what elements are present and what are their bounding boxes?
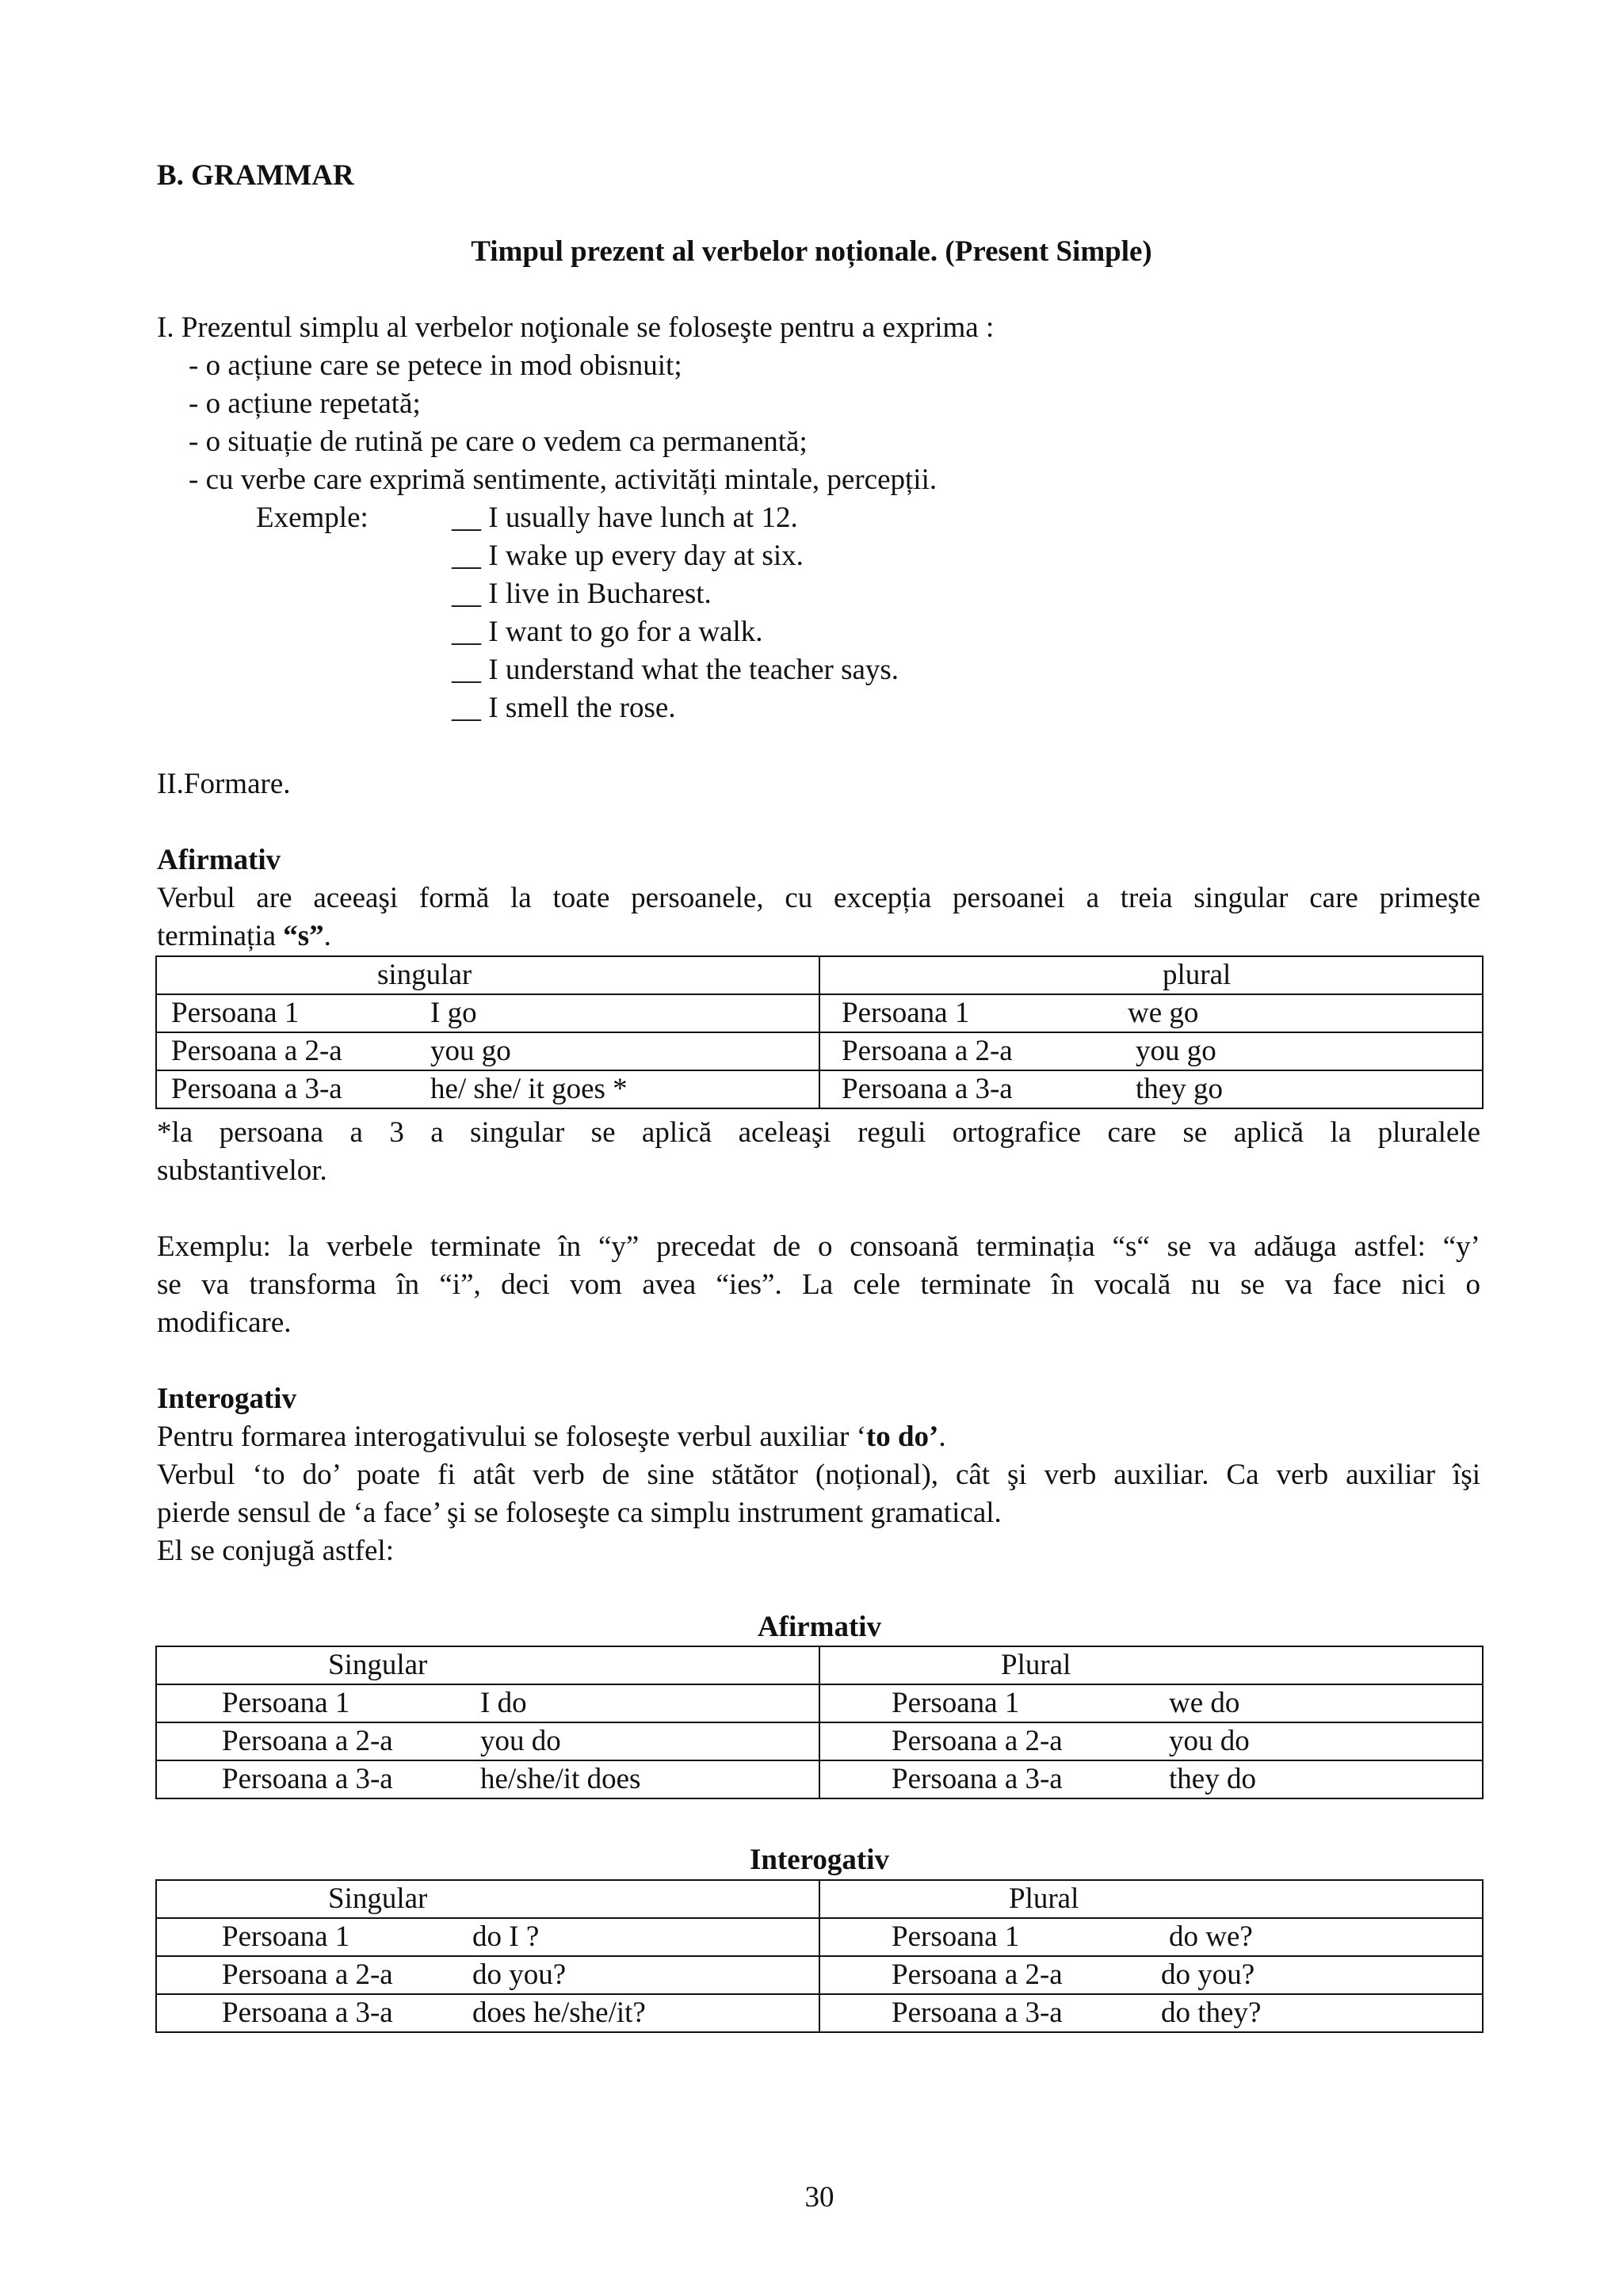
example-rule-line-2: se va transforma în “i”, deci vom avea “ies”. La cele terminate în vocală nu se va face nici o	[157, 1268, 1480, 1301]
afirmativ-line-1: Verbul are aceeaşi formă la toate persoanele, cu excepția persoanei a treia singular care primeşte	[157, 882, 1480, 914]
table-cell: Persoana 1 do we?	[819, 1918, 1483, 1956]
interogativ-line-3: pierde sensul de ‘a face’ şi se foloseşte ca simplu instrument gramatical.	[157, 1497, 1002, 1529]
bullet-2: - o acțiune repetată;	[189, 387, 421, 420]
page-number: 30	[804, 2181, 834, 2214]
table-cell: Persoana a 3-a they do	[819, 1760, 1483, 1798]
table-cell: Persoana 1 do I ?	[156, 1918, 819, 1956]
table-header-row	[156, 956, 1483, 994]
to-do-interogativ-table	[155, 1879, 1484, 2033]
interogativ-heading: Interogativ	[157, 1383, 297, 1415]
example-6: __ I smell the rose.	[452, 692, 676, 724]
table-row	[156, 1760, 1483, 1798]
part1-intro: I. Prezentul simplu al verbelor noţionale se foloseşte pentru a exprima :	[157, 311, 995, 344]
example-4: __ I want to go for a walk.	[452, 616, 763, 648]
table-cell: Persoana a 3-a do they?	[819, 1994, 1483, 2032]
part2-heading: II.Formare.	[157, 768, 291, 800]
bullet-1: - o acțiune care se petece in mod obisnuit;	[189, 349, 682, 382]
examples-label: Exemple:	[256, 502, 369, 534]
example-rule-line-3: modificare.	[157, 1306, 292, 1339]
table-cell: Persoana 1 I do	[156, 1684, 819, 1722]
example-rule-line-1: Exemplu: la verbele terminate în “y” precedat de o consoană terminația “s“ se va adăuga astfel: “y’	[157, 1230, 1480, 1263]
table-header-singular: Singular	[156, 1646, 819, 1684]
afirmativ-line-2-end: .	[323, 920, 331, 952]
table-header-row	[156, 1880, 1483, 1918]
table-row	[156, 1918, 1483, 1956]
table-row	[156, 1032, 1483, 1070]
table-cell: Persoana a 3-a he/ she/ it goes *	[156, 1070, 819, 1108]
interogativ-line-1	[157, 1418, 946, 1456]
table-cell: Persoana a 3-a he/she/it does	[156, 1760, 819, 1798]
example-3: __ I live in Bucharest.	[452, 578, 712, 610]
table-header-plural: plural	[819, 956, 1483, 994]
table-cell: Persoana a 2-a you go	[156, 1032, 819, 1070]
table-cell: Persoana a 2-a you do	[819, 1722, 1483, 1760]
afirmativ-line-2-text: terminația	[157, 920, 284, 952]
afirmativ-s-ending: “s”	[283, 920, 324, 952]
table-cell: Persoana a 3-a does he/she/it?	[156, 1994, 819, 2032]
table-header-row	[156, 1646, 1483, 1684]
table-cell: Persoana 1 I go	[156, 994, 819, 1032]
table-row	[156, 1994, 1483, 2032]
interogativ-line-1-text: Pentru formarea interogativului se foloseşte verbul auxiliar ‘	[157, 1421, 866, 1453]
interogativ-line-4: El se conjugă astfel:	[157, 1535, 394, 1567]
section-heading: B. GRAMMAR	[157, 159, 354, 192]
note-line-2: substantivelor.	[157, 1154, 327, 1187]
table-header-singular: Singular	[156, 1880, 819, 1918]
table-row	[156, 1956, 1483, 1994]
table-cell: Persoana a 2-a do you?	[156, 1956, 819, 1994]
table-row	[156, 1722, 1483, 1760]
interogativ-line-1-end: .	[938, 1421, 946, 1453]
table-row	[156, 994, 1483, 1032]
table-row	[156, 1070, 1483, 1108]
table-header-plural: Plural	[819, 1880, 1483, 1918]
table-cell: Persoana a 2-a do you?	[819, 1956, 1483, 1994]
table-header-singular: singular	[156, 956, 819, 994]
table2-title: Afirmativ	[757, 1611, 882, 1643]
afirmativ-heading: Afirmativ	[157, 844, 281, 876]
page-title: Timpul prezent al verbelor noționale. (Present Simple)	[471, 235, 1152, 268]
table-cell: Persoana 1 we go	[819, 994, 1483, 1032]
example-5: __ I understand what the teacher says.	[452, 654, 899, 686]
table-cell: Persoana a 2-a you go	[819, 1032, 1483, 1070]
interogativ-line-2: Verbul ‘to do’ poate fi atât verb de sine stătător (noțional), cât şi verb auxiliar. Ca verb auxiliar îşi	[157, 1459, 1480, 1491]
table-header-plural: Plural	[819, 1646, 1483, 1684]
bullet-4: - cu verbe care exprimă sentimente, activități mintale, percepții.	[189, 463, 938, 496]
table-cell: Persoana 1 we do	[819, 1684, 1483, 1722]
to-do-term: to do’	[865, 1421, 939, 1453]
present-simple-table	[155, 955, 1484, 1109]
to-do-afirmativ-table	[155, 1646, 1484, 1799]
table3-title: Interogativ	[749, 1844, 890, 1876]
example-1: __ I usually have lunch at 12.	[452, 502, 798, 534]
note-line-1: *la persoana a 3 a singular se aplică aceleaşi reguli ortografice care se aplică la pluralele	[157, 1116, 1480, 1149]
bullet-3: - o situație de rutină pe care o vedem ca permanentă;	[189, 425, 808, 458]
afirmativ-line-2	[157, 917, 331, 955]
table-cell: Persoana a 3-a they go	[819, 1070, 1483, 1108]
table-cell: Persoana a 2-a you do	[156, 1722, 819, 1760]
table-row	[156, 1684, 1483, 1722]
example-2: __ I wake up every day at six.	[452, 540, 804, 572]
